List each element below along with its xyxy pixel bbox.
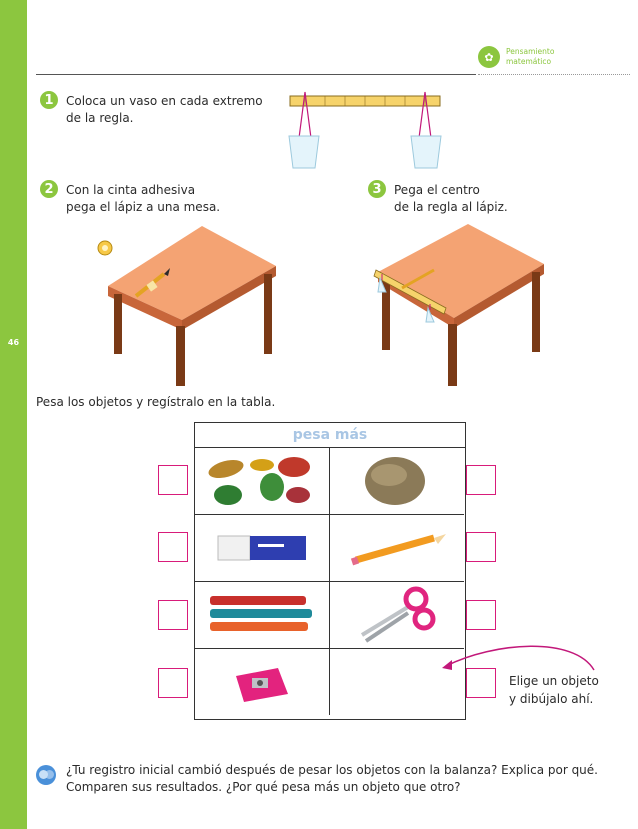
step-2 <box>40 182 220 216</box>
step-1-number: 1 <box>40 91 58 109</box>
draw-object-note: Elige un objeto y dibújalo ahí. <box>509 674 599 706</box>
weighing-table <box>194 422 466 720</box>
cell-crayons <box>195 582 330 649</box>
math-icon: ✿ <box>478 46 500 68</box>
crayons-image <box>204 590 320 640</box>
leaves-image <box>202 451 322 511</box>
top-rule <box>36 74 476 75</box>
step-1-text: Coloca un vaso en cada extremo de la regla. <box>66 94 263 125</box>
question-line-1: ¿Tu registro inicial cambió después de pesar los objetos con la balanza? Explica por qué. <box>66 763 598 777</box>
table-with-ruler-illustration <box>368 222 548 388</box>
sharpener-image <box>222 654 302 710</box>
cell-eraser <box>195 515 330 582</box>
pencil-image <box>342 528 452 568</box>
topic-badge <box>478 46 566 68</box>
cell-sharpener <box>195 649 330 715</box>
eraser-image <box>212 528 312 568</box>
sidebar-strip <box>0 0 27 829</box>
cell-leaves <box>195 448 330 515</box>
top-dotted-rule <box>478 74 630 75</box>
step-2-text: Con la cinta adhesiva pega el lápiz a una mesa. <box>66 183 221 214</box>
checkbox-crayons[interactable] <box>158 600 188 630</box>
step-3-text: Pega el centro de la regla al lápiz. <box>394 183 508 214</box>
topic-label: Pensamiento matemático <box>506 47 555 66</box>
checkbox-pencil[interactable] <box>466 532 496 562</box>
page-number: 46 <box>7 338 20 347</box>
scissors-image <box>352 585 442 645</box>
table-with-pencil-illustration <box>96 222 282 388</box>
step-3 <box>368 182 508 216</box>
step-2-number: 2 <box>40 180 58 198</box>
step-3-number: 3 <box>368 180 386 198</box>
question-line-2: Comparen sus resultados. ¿Por qué pesa más un objeto que otro? <box>66 780 461 794</box>
step-1 <box>40 93 263 127</box>
checkbox-leaves[interactable] <box>158 465 188 495</box>
stone-image <box>357 451 437 511</box>
discussion-icon <box>36 765 56 785</box>
instruction-text: Pesa los objetos y regístralo en la tabla. <box>36 395 276 409</box>
cell-pencil <box>330 515 464 582</box>
pointer-arrow-icon <box>434 636 604 676</box>
table-header: pesa más <box>195 423 465 448</box>
checkbox-eraser[interactable] <box>158 532 188 562</box>
cell-stone <box>330 448 464 515</box>
checkbox-sharpener[interactable] <box>158 668 188 698</box>
checkbox-stone[interactable] <box>466 465 496 495</box>
reflection-question <box>36 762 598 796</box>
ruler-with-cups-illustration <box>285 88 445 172</box>
checkbox-scissors[interactable] <box>466 600 496 630</box>
